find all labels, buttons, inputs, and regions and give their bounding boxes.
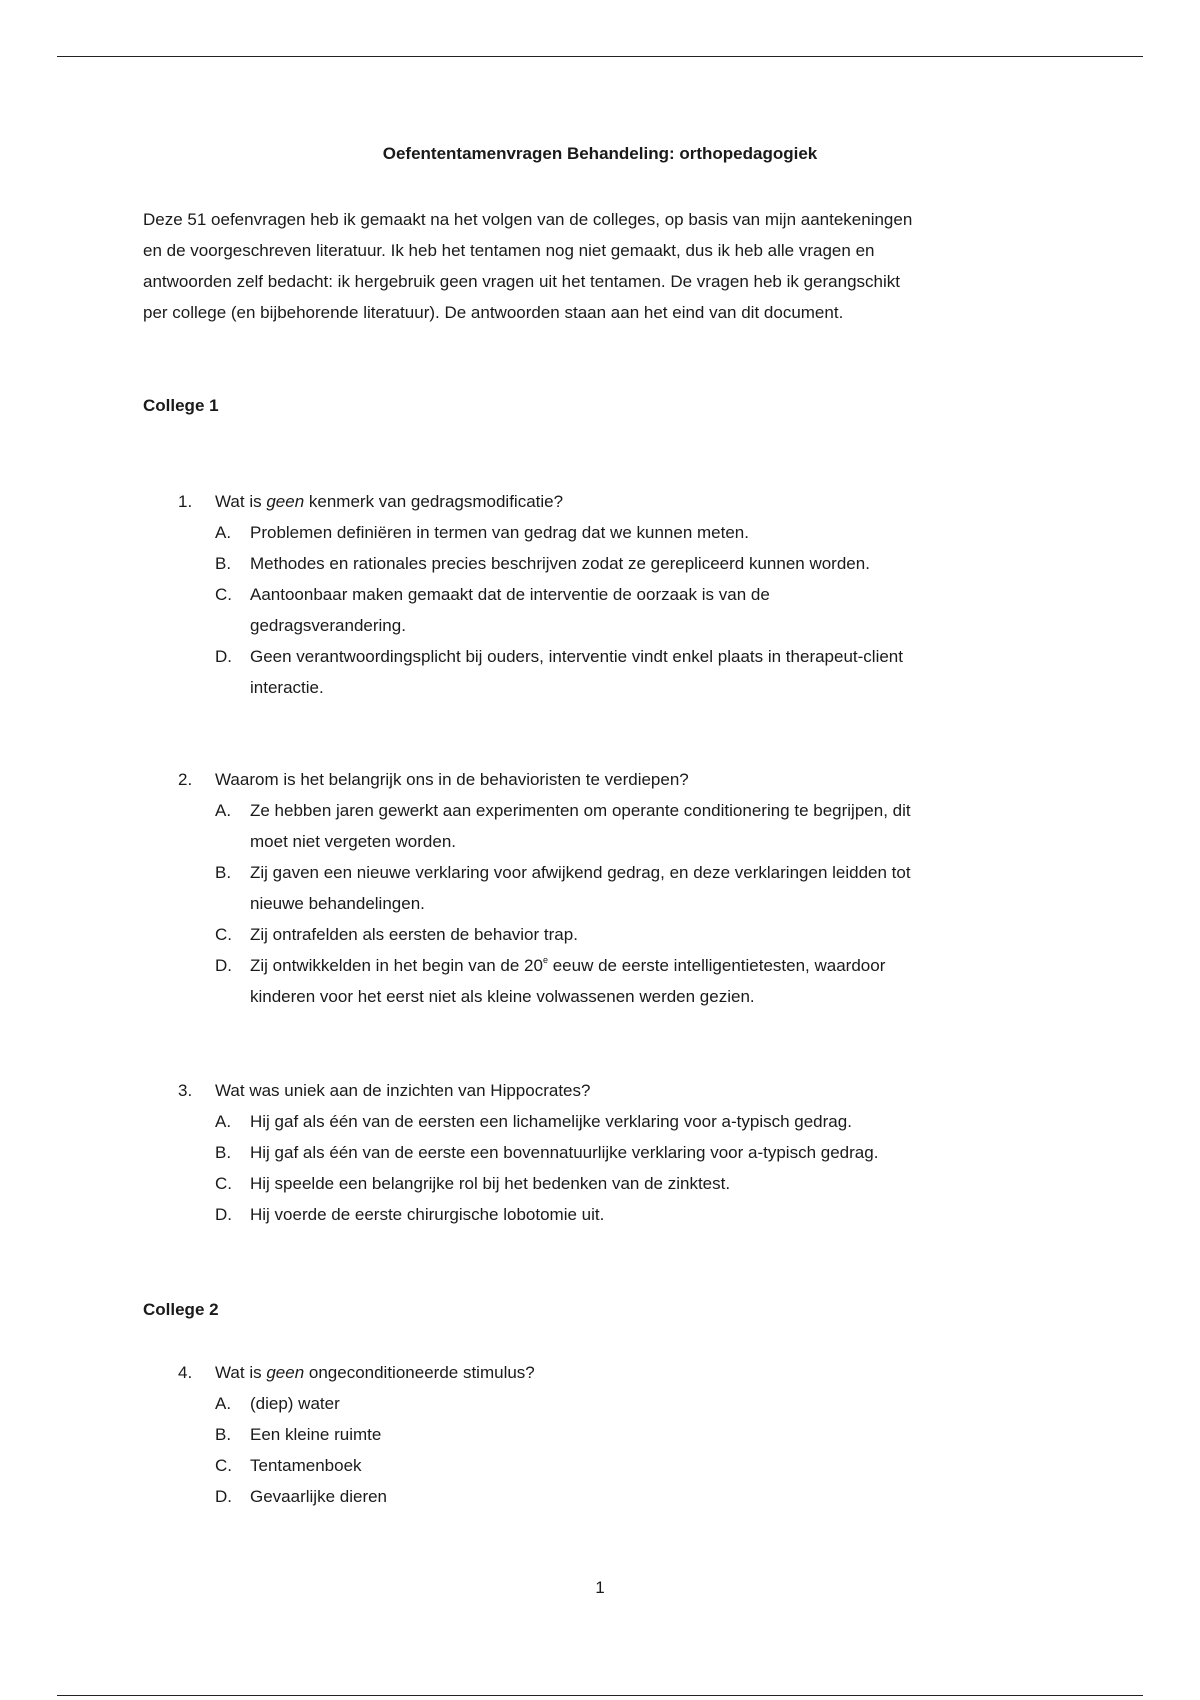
question-text: Waarom is het belangrijk ons in de behavioristen te verdiepen?	[215, 770, 689, 789]
answer-option-d: D. Geen verantwoordingsplicht bij ouders, interventie vindt enkel plaats in therapeut-client interactie.	[215, 647, 903, 697]
answer-option-b: B. Een kleine ruimte	[215, 1425, 382, 1444]
intro-line: antwoorden zelf bedacht: ik hergebruik geen vragen uit het tentamen. De vragen heb ik gerangschikt	[143, 272, 900, 291]
question-1	[178, 486, 1078, 703]
top-rule	[57, 56, 1143, 57]
intro-line: per college (en bijbehorende literatuur). De antwoorden staan aan het eind van dit document.	[143, 303, 844, 322]
answer-option-d: D. Zij ontwikkelden in het begin van de 20e eeuw de eerste intelligentietesten, waardoor kinderen voor het eerst niet als kleine volwassenen werden gezien.	[215, 955, 886, 1006]
answer-option-c: C. Tentamenboek	[215, 1456, 362, 1475]
question-3	[178, 1075, 1078, 1230]
question-number: 2.	[178, 770, 193, 789]
bottom-rule	[57, 1695, 1143, 1696]
question-2	[178, 764, 1078, 1012]
answer-option-b: B. Methodes en rationales precies beschrijven zodat ze gerepliceerd kunnen worden.	[215, 554, 870, 573]
question-text: Wat is geen ongeconditioneerde stimulus?	[215, 1363, 535, 1382]
answer-option-d: D. Gevaarlijke dieren	[215, 1487, 388, 1506]
answer-option-d: D. Hij voerde de eerste chirurgische lobotomie uit.	[215, 1205, 605, 1224]
question-text: Wat was uniek aan de inzichten van Hippocrates?	[215, 1081, 591, 1100]
question-number: 4.	[178, 1363, 193, 1382]
question-number: 1.	[178, 492, 193, 511]
question-text: Wat is geen kenmerk van gedragsmodificatie?	[215, 492, 564, 511]
answer-option-b: B. Hij gaf als één van de eerste een bovennatuurlijke verklaring voor a-typisch gedrag.	[215, 1143, 879, 1162]
answer-option-a: A. Ze hebben jaren gewerkt aan experimenten om operante conditionering te begrijpen, dit moet niet vergeten worden.	[215, 801, 911, 851]
college-2-heading: College 2	[143, 1300, 219, 1319]
question-4	[178, 1357, 1078, 1512]
college-1-heading: College 1	[143, 396, 219, 415]
document-title: Oefententamenvragen Behandeling: orthopedagogiek	[382, 144, 818, 163]
answer-option-b: B. Zij gaven een nieuwe verklaring voor afwijkend gedrag, en deze verklaringen leidden tot nieuwe behandelingen.	[215, 863, 911, 913]
intro-paragraph	[143, 204, 1073, 328]
answer-option-a: A. Problemen definiëren in termen van gedrag dat we kunnen meten.	[215, 523, 749, 542]
intro-line: Deze 51 oefenvragen heb ik gemaakt na het volgen van de colleges, op basis van mijn aantekeningen	[143, 210, 913, 229]
answer-option-a: A. Hij gaf als één van de eersten een lichamelijke verklaring voor a-typisch gedrag.	[215, 1112, 852, 1131]
answer-option-c: C. Aantoonbaar maken gemaakt dat de interventie de oorzaak is van de gedragsverandering.	[215, 585, 770, 635]
page-number: 1	[595, 1578, 605, 1597]
intro-line: en de voorgeschreven literatuur. Ik heb het tentamen nog niet gemaakt, dus ik heb alle vragen en	[143, 241, 875, 260]
question-number: 3.	[178, 1081, 193, 1100]
answer-option-c: C. Zij ontrafelden als eersten de behavior trap.	[215, 925, 578, 944]
answer-option-c: C. Hij speelde een belangrijke rol bij het bedenken van de zinktest.	[215, 1174, 731, 1193]
answer-option-a: A. (diep) water	[215, 1394, 340, 1413]
